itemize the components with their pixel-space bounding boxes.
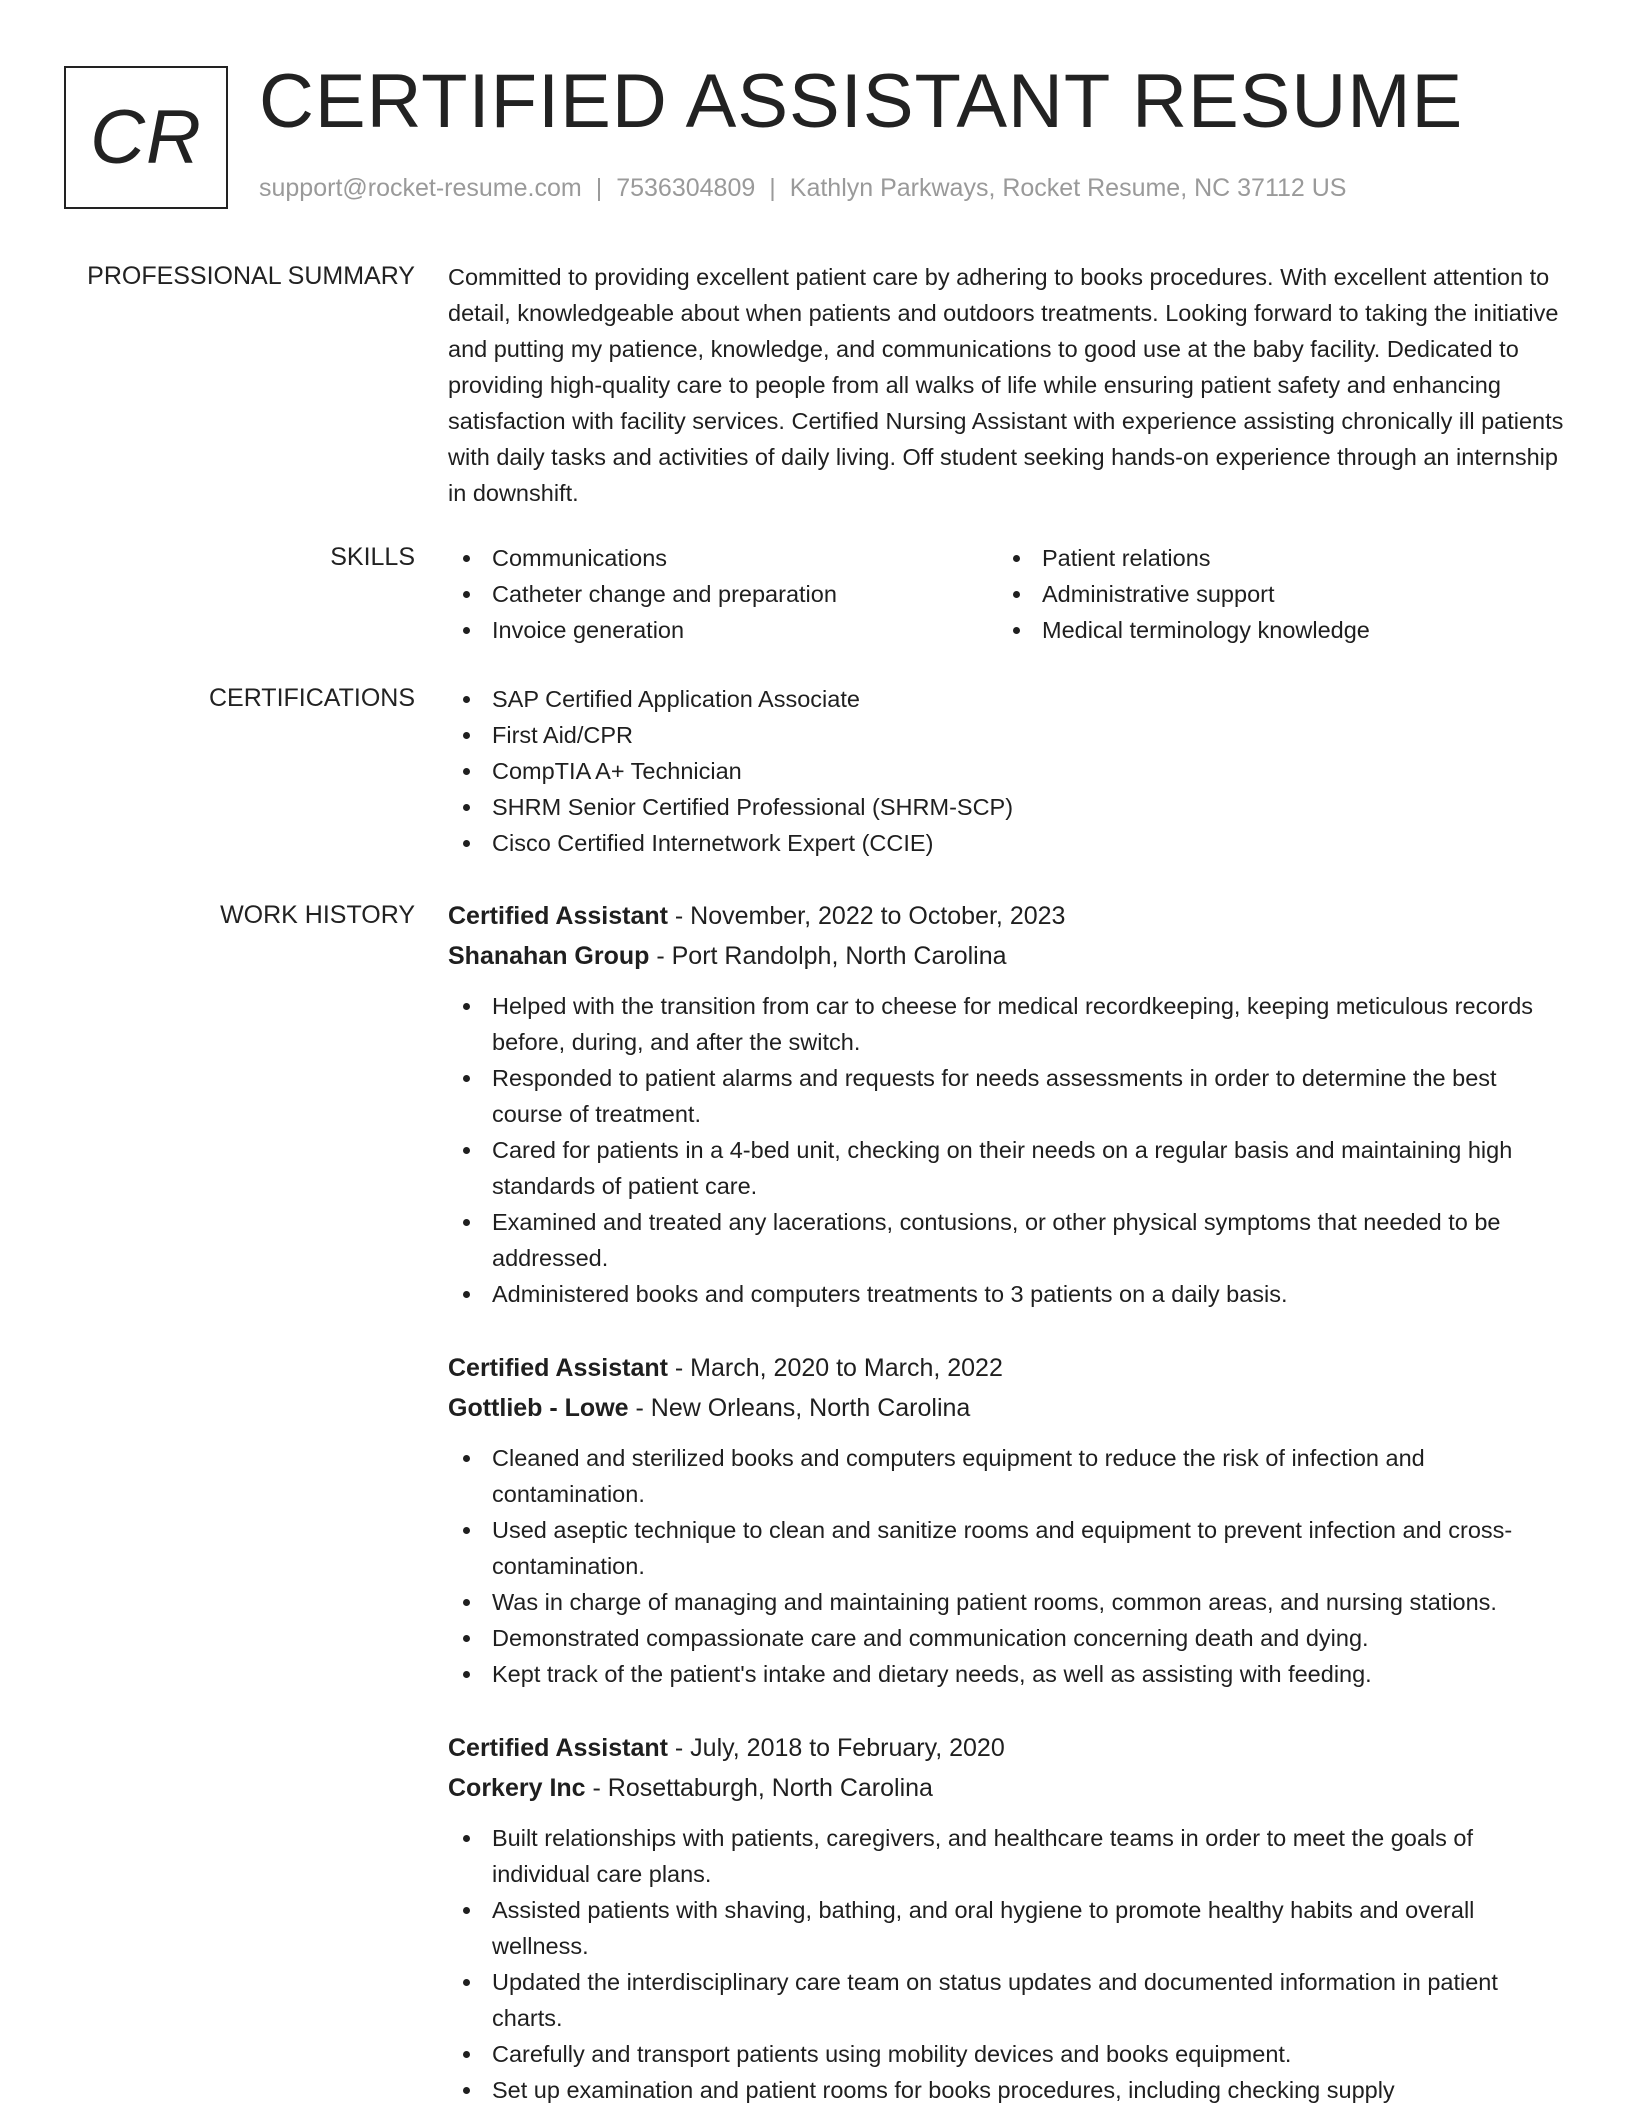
list-item: SAP Certified Application Associate xyxy=(448,681,1568,717)
job-role: Certified Assistant xyxy=(448,1734,668,1762)
list-item: SHRM Senior Certified Professional (SHRM-SCP) xyxy=(448,789,1568,825)
job-entry xyxy=(448,1348,1568,1692)
list-item: Kept track of the patient's intake and dietary needs, as well as assisting with feeding. xyxy=(448,1656,1568,1692)
job-bullets xyxy=(448,1820,1568,2108)
job-entry xyxy=(448,896,1568,1312)
contact-separator: | xyxy=(769,174,776,202)
job-location: - Rosettaburgh, North Carolina xyxy=(585,1774,933,1802)
job-bullets xyxy=(448,1440,1568,1692)
list-item: Demonstrated compassionate care and communication concerning death and dying. xyxy=(448,1620,1568,1656)
list-item: Cisco Certified Internetwork Expert (CCIE) xyxy=(448,825,1568,861)
list-item: Patient relations xyxy=(998,540,1548,576)
list-item: Medical terminology knowledge xyxy=(998,612,1548,648)
job-dates: - March, 2020 to March, 2022 xyxy=(667,1354,1003,1382)
list-item: Invoice generation xyxy=(448,612,998,648)
contact-address: Kathlyn Parkways, Rocket Resume, NC 37112 US xyxy=(789,174,1347,202)
contact-line xyxy=(259,174,1346,203)
list-item: Used aseptic technique to clean and sanitize rooms and equipment to prevent infection and cross-contamination. xyxy=(448,1512,1568,1584)
job-dates: - July, 2018 to February, 2020 xyxy=(667,1734,1005,1762)
list-item: Updated the interdisciplinary care team on status updates and documented information in patient charts. xyxy=(448,1964,1568,2036)
list-item: Set up examination and patient rooms for books procedures, including checking supply xyxy=(448,2072,1568,2108)
list-item: Administered books and computers treatments to 3 patients on a daily basis. xyxy=(448,1276,1568,1312)
job-bullets xyxy=(448,988,1568,1312)
section-label-certifications: CERTIFICATIONS xyxy=(208,684,415,712)
job-company-line xyxy=(448,1768,1568,1808)
section-label-skills: SKILLS xyxy=(330,543,415,571)
list-item: CompTIA A+ Technician xyxy=(448,753,1568,789)
monogram-logo: CR xyxy=(64,66,228,209)
list-item: First Aid/CPR xyxy=(448,717,1568,753)
section-label-summary: PROFESSIONAL SUMMARY xyxy=(87,262,415,290)
contact-email[interactable]: support@rocket-resume.com xyxy=(259,174,582,202)
list-item: Examined and treated any lacerations, contusions, or other physical symptoms that needed to be addressed. xyxy=(448,1204,1568,1276)
job-company-line xyxy=(448,936,1568,976)
job-role: Certified Assistant xyxy=(448,1354,668,1382)
job-dates: - November, 2022 to October, 2023 xyxy=(667,902,1066,930)
list-item: Assisted patients with shaving, bathing, and oral hygiene to promote healthy habits and overall wellness. xyxy=(448,1892,1568,1964)
skills-column-2 xyxy=(998,540,1548,648)
job-company: Shanahan Group xyxy=(448,942,650,970)
job-title-line xyxy=(448,1728,1568,1768)
list-item: Cared for patients in a 4-bed unit, checking on their needs on a regular basis and maintaining high standards of patient care. xyxy=(448,1132,1568,1204)
list-item: Built relationships with patients, caregivers, and healthcare teams in order to meet the goals of individual care plans. xyxy=(448,1820,1568,1892)
job-company-line xyxy=(448,1388,1568,1428)
contact-separator: | xyxy=(595,174,603,202)
certifications-list xyxy=(448,681,1568,861)
list-item: Was in charge of managing and maintaining patient rooms, common areas, and nursing stations. xyxy=(448,1584,1568,1620)
contact-phone[interactable]: 7536304809 xyxy=(616,174,756,202)
job-entry xyxy=(448,1728,1568,2108)
job-title-line xyxy=(448,1348,1568,1388)
job-company: Corkery Inc xyxy=(448,1774,586,1802)
list-item: Catheter change and preparation xyxy=(448,576,998,612)
job-title-line xyxy=(448,896,1568,936)
skills-list xyxy=(448,540,1568,648)
list-item: Administrative support xyxy=(998,576,1548,612)
section-label-work-history: WORK HISTORY xyxy=(220,901,415,929)
list-item: Carefully and transport patients using mobility devices and books equipment. xyxy=(448,2036,1568,2072)
list-item: Responded to patient alarms and requests for needs assessments in order to determine the best course of treatment. xyxy=(448,1060,1568,1132)
job-location: - Port Randolph, North Carolina xyxy=(649,942,1007,970)
resume-title: CERTIFIED ASSISTANT RESUME xyxy=(259,59,1464,144)
list-item: Communications xyxy=(448,540,998,576)
skills-column-1 xyxy=(448,540,998,648)
list-item: Cleaned and sterilized books and computers equipment to reduce the risk of infection and contamination. xyxy=(448,1440,1568,1512)
job-location: - New Orleans, North Carolina xyxy=(628,1394,971,1422)
list-item: Helped with the transition from car to cheese for medical recordkeeping, keeping meticulous records before, during, and after the switch. xyxy=(448,988,1568,1060)
summary-text: Committed to providing excellent patient care by adhering to books procedures. With excellent attention to detail, knowledgeable about when patients and outdoors treatments. Looking forward to taking the initiative and putting my patience, knowledge, and communications to good use at the baby facility. Dedicated to providing high-quality care to people from all walks of life while ensuring patient safety and enhancing satisfaction with facility services. Certified Nursing Assistant with experience assisting chronically ill patients with daily tasks and activities of daily living. Off student seeking hands-on experience through an internship in downshift. xyxy=(448,264,1564,506)
job-role: Certified Assistant xyxy=(448,902,668,930)
job-company: Gottlieb - Lowe xyxy=(448,1394,629,1422)
